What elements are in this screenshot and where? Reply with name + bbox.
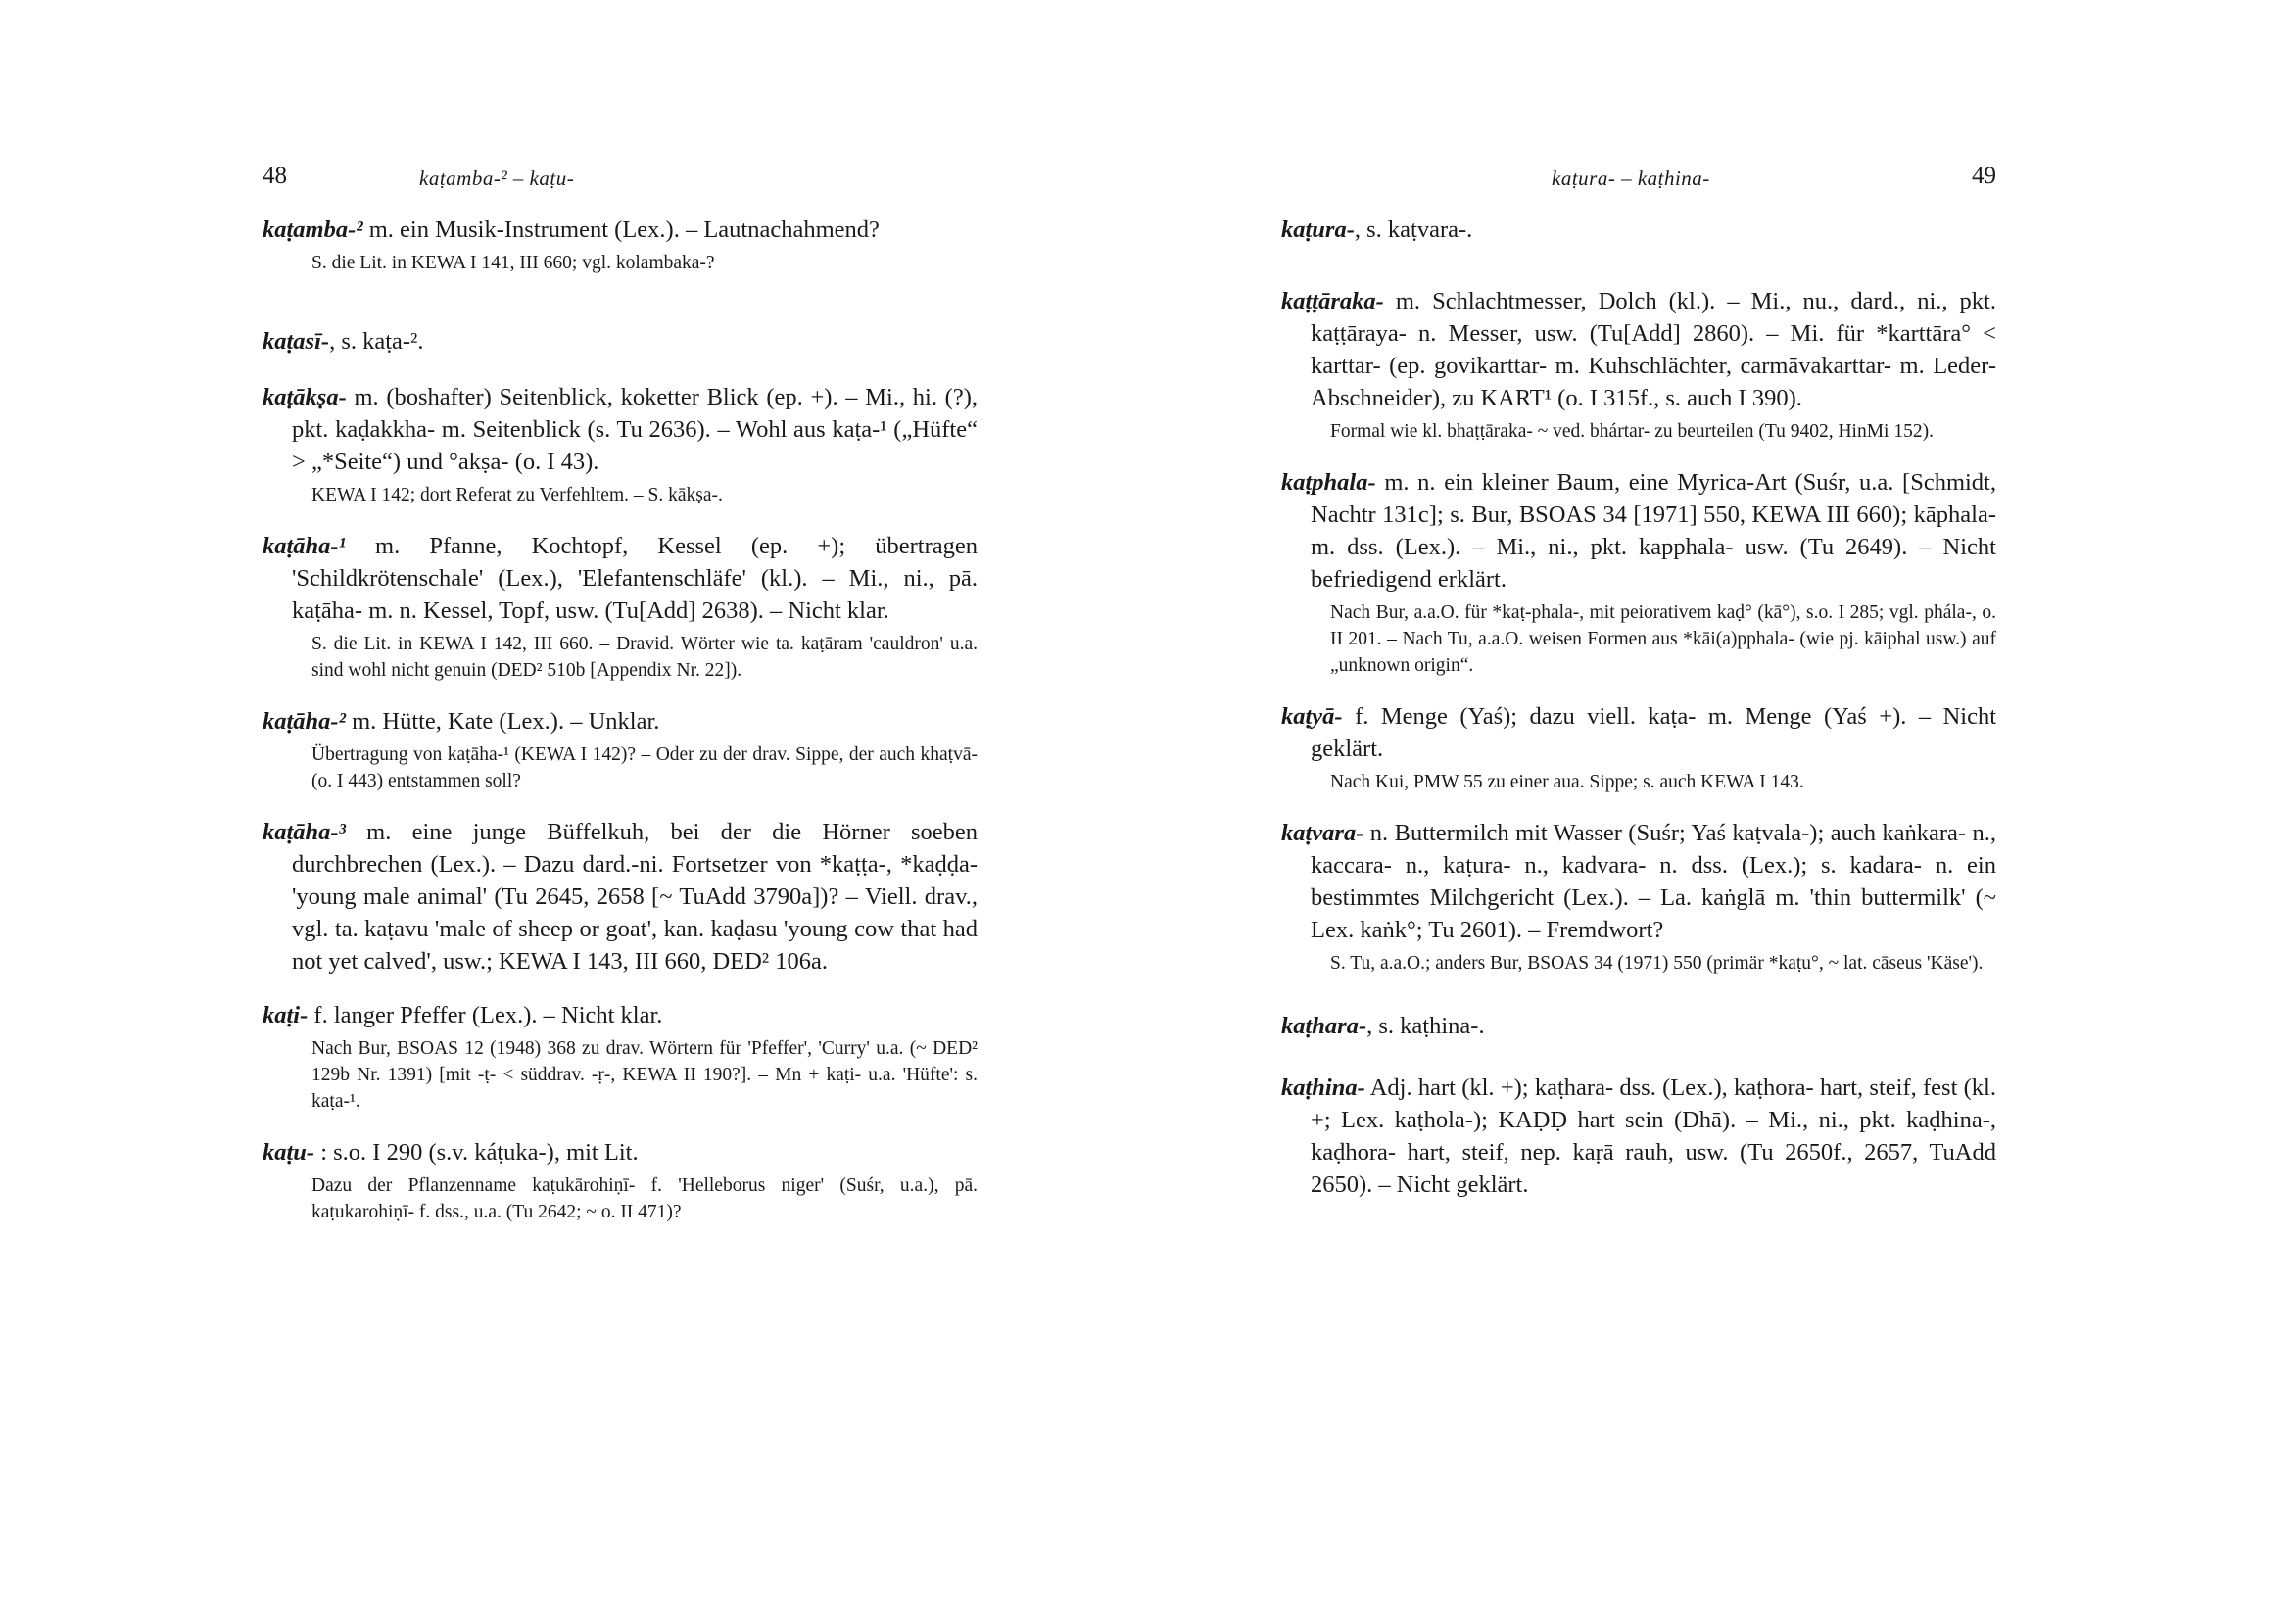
entry-definition <box>1281 1010 1996 1042</box>
entry-definition <box>263 325 978 358</box>
entry-definition <box>263 1136 978 1169</box>
entry-definition <box>263 816 978 978</box>
right-page-body <box>1281 214 1996 1201</box>
entry-note: S. die Lit. in KEWA I 141, III 660; vgl. kolambaka-? <box>311 253 715 273</box>
dictionary-entry <box>263 999 978 1115</box>
dictionary-entry <box>263 705 978 794</box>
entry-note: S. die Lit. in KEWA I 142, III 660. – Dravid. Wörter wie ta. kaṭāram 'cauldron' u.a. sind wohl nicht genuin (DED² 510b [Appendix Nr. 22]). <box>311 634 978 681</box>
entry-definition <box>1281 817 1996 946</box>
entry-text: n. Buttermilch mit Wasser (Suśr; Yaś kaṭvala-); auch kaṅkara- n., kaccara- n., kaṭura- n., kadvara- n. dss. (Lex.); s. kadara- n. ein bestimmtes Milchgericht (Lex.). – La. kaṅglā m. 'thin buttermilk' (~ Lex. kaṅk°; Tu 2601). – Fremdwort? <box>1311 820 1996 943</box>
entry-definition <box>263 999 978 1031</box>
entry-headword: kaṭasī- <box>263 328 330 355</box>
entry-headword: kaṭṭāraka- <box>1281 288 1384 314</box>
entry-headword: kaṭvara- <box>1281 820 1364 846</box>
left-page-body <box>263 214 978 1225</box>
right-page-header <box>1281 163 1996 202</box>
dictionary-entry <box>1281 700 1996 795</box>
entry-definition <box>263 705 978 738</box>
dictionary-entry <box>1281 1010 1996 1042</box>
dictionary-entry <box>263 816 978 978</box>
entry-text: m. ein Musik-Instrument (Lex.). – Lautnachahmend? <box>362 216 880 243</box>
entry-note: Dazu der Pflanzenname kaṭukārohiṇī- f. 'Helleborus niger' (Suśr, u.a.), pā. kaṭukarohiṇī- f. dss., u.a. (Tu 2642; ~ o. II 471)? <box>311 1175 978 1222</box>
entry-note: Übertragung von kaṭāha-¹ (KEWA I 142)? – Oder zu der drav. Sippe, der auch khaṭvā- (o. I 443) entstammen soll? <box>311 744 978 791</box>
dictionary-entry <box>263 381 978 508</box>
entry-headword: kaṭāha-³ <box>263 819 346 845</box>
dictionary-entry <box>1281 466 1996 679</box>
entry-text: m. Hütte, Kate (Lex.). – Unklar. <box>345 708 660 735</box>
entry-text: : s.o. I 290 (s.v. káṭuka-), mit Lit. <box>314 1139 639 1166</box>
entry-headword: kaṭphala- <box>1281 469 1376 496</box>
running-head: kaṭamba-² – kaṭu- <box>419 167 575 190</box>
entry-definition <box>263 381 978 478</box>
dictionary-entry <box>1281 214 1996 246</box>
entry-text: m. n. ein kleiner Baum, eine Myrica-Art (Suśr, u.a. [Schmidt, Nachtr 131c]; s. Bur, BSOAS 34 [1971] 550, KEWA III 660); kāphala- m. dss. (Lex.). – Mi., ni., pkt. kapphala- usw. (Tu 2649). – Nicht befriedigend erklärt. <box>1311 469 1996 593</box>
entry-headword: kaṭamba-² <box>263 216 363 243</box>
entry-text: , s. kaṭhina-. <box>1366 1013 1485 1039</box>
entry-text: Adj. hart (kl. +); kaṭhara- dss. (Lex.), kaṭhora- hart, steif, fest (kl. +; Lex. kaṭhola-); KAḌḌ hart sein (Dhā). – Mi., ni., pkt. kaḍhina-, kaḍhora- hart, steif, nep. kaṛā rauh, usw. (Tu 2650f., 2657, TuAdd 2650). – Nicht geklärt. <box>1311 1074 1996 1198</box>
entry-headword: kaṭi- <box>263 1002 309 1028</box>
entry-text: m. Pfanne, Kochtopf, Kessel (ep. +); übertragen 'Schildkrötenschale' (Lex.), 'Elefantenschläfe' (kl.). – Mi., ni., pā. kaṭāha- m. n. Kessel, Topf, usw. (Tu[Add] 2638). – Nicht klar. <box>292 533 978 624</box>
running-head: kaṭura- – kaṭhina- <box>1552 167 1710 190</box>
page-number: 49 <box>1972 163 1996 189</box>
entry-note: Nach Kui, PMW 55 zu einer aua. Sippe; s. auch KEWA I 143. <box>1330 772 1804 792</box>
entry-headword: kaṭhara- <box>1281 1013 1367 1039</box>
entry-definition <box>1281 285 1996 414</box>
left-page <box>263 0 978 1622</box>
entry-headword: kaṭhina- <box>1281 1074 1365 1101</box>
right-page <box>1281 0 1996 1622</box>
entry-definition <box>1281 1072 1996 1201</box>
entry-headword: kaṭākṣa- <box>263 384 347 410</box>
entry-headword: kaṭu- <box>263 1139 315 1166</box>
entry-definition <box>263 214 978 246</box>
left-page-header <box>263 163 978 202</box>
entry-note: Nach Bur, BSOAS 12 (1948) 368 zu drav. Wörtern für 'Pfeffer', 'Curry' u.a. (~ DED² 129b Nr. 1391) [mit -ṭ- < süddrav. -ṛ-, KEWA II 190?]. – Mn + kaṭi- u.a. 'Hüfte': s. kaṭa-¹. <box>311 1038 978 1112</box>
entry-definition <box>1281 466 1996 596</box>
dictionary-entry <box>1281 1072 1996 1201</box>
entry-text: f. langer Pfeffer (Lex.). – Nicht klar. <box>308 1002 663 1028</box>
entry-note: Formal wie kl. bhaṭṭāraka- ~ ved. bhártar- zu beurteilen (Tu 9402, HinMi 152). <box>1330 421 1934 442</box>
dictionary-entry <box>263 530 978 684</box>
entry-text: , s. kaṭvara-. <box>1354 216 1473 243</box>
entry-definition <box>1281 214 1996 246</box>
entry-text: f. Menge (Yaś); dazu viell. kaṭa- m. Menge (Yaś +). – Nicht geklärt. <box>1311 703 1996 762</box>
page-number: 48 <box>263 163 287 189</box>
entry-headword: kaṭyā- <box>1281 703 1343 730</box>
entry-headword: kaṭāha-¹ <box>263 533 346 559</box>
entry-headword: kaṭura- <box>1281 216 1355 243</box>
entry-text: m. (boshafter) Seitenblick, koketter Blick (ep. +). – Mi., hi. (?), pkt. kaḍakkha- m. Seitenblick (s. Tu 2636). – Wohl aus kaṭa-¹ („Hüfte“ > „*Seite“) und °akṣa- (o. I 43). <box>292 384 978 475</box>
dictionary-entry <box>263 214 978 276</box>
entry-note: S. Tu, a.a.O.; anders Bur, BSOAS 34 (1971) 550 (primär *kaṭu°, ~ lat. cāseus 'Käse'). <box>1330 953 1984 974</box>
entry-headword: kaṭāha-² <box>263 708 346 735</box>
entry-text: m. Schlachtmesser, Dolch (kl.). – Mi., nu., dard., ni., pkt. kaṭṭāraya- n. Messer, usw. (Tu[Add] 2860). – Mi. für *karttāra° < karttar- (ep. govikarttar- m. Kuhschlächter, carmāvakarttar- m. Leder-Abschneider), zu KART¹ (o. I 315f., s. auch I 390). <box>1311 288 1996 411</box>
dictionary-entry <box>263 1136 978 1225</box>
dictionary-entry <box>1281 285 1996 445</box>
entry-note: Nach Bur, a.a.O. für *kaṭ-phala-, mit peiorativem kaḍ° (kā°), s.o. I 285; vgl. phála-, o. II 201. – Nach Tu, a.a.O. weisen Formen aus *kāi(a)pphala- (wie pj. kāiphal usw.) auf „unknown origin“. <box>1330 602 1996 676</box>
entry-definition <box>263 530 978 627</box>
dictionary-entry <box>1281 817 1996 977</box>
entry-definition <box>1281 700 1996 765</box>
entry-text: , s. kaṭa-². <box>329 328 424 355</box>
dictionary-entry <box>263 325 978 358</box>
entry-text: m. eine junge Büffelkuh, bei der die Hörner soeben durchbrechen (Lex.). – Dazu dard.-ni. Fortsetzer von *kaṭṭa-, *kaḍḍa- 'young male animal' (Tu 2645, 2658 [~ TuAdd 3790a])? – Viell. drav., vgl. ta. kaṭavu 'male of sheep or goat', kan. kaḍasu 'young cow that had not yet calved', usw.; KEWA I 143, III 660, DED² 106a. <box>292 819 978 975</box>
entry-note: KEWA I 142; dort Referat zu Verfehltem. – S. kākṣa-. <box>311 485 723 505</box>
